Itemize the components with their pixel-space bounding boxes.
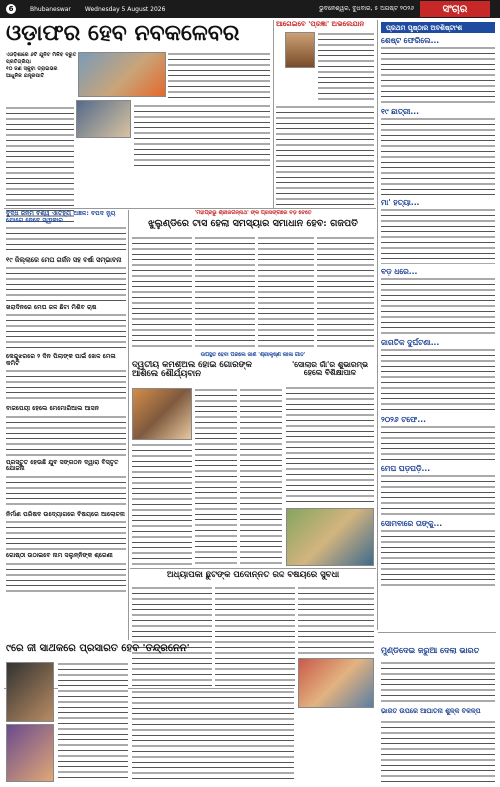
story-title: ବାଜପେୟୀ ହେଲେ ମେମୋରିଆଲ ଆସନ bbox=[6, 405, 99, 413]
solar-photo bbox=[286, 508, 374, 566]
date-label: Wednesday 5 August 2026 bbox=[84, 5, 166, 13]
center-text-2 bbox=[195, 236, 255, 348]
fb-tag-wrap bbox=[381, 635, 495, 645]
right-bottom-headline: ମୁଣ୍ଡିଦେଇ ଜରୁଆ ଦେଲା ଭାରତ bbox=[381, 647, 480, 655]
col2-text-1 bbox=[318, 32, 374, 102]
briefs-list bbox=[381, 36, 495, 630]
story-title: ଖରାଦିନରେ ମେଘ ଜଳ ଛିଟା ମିଶିବ ଚାଷ bbox=[6, 303, 97, 311]
brief-item: ୧୯ ଛାତ୍ରୀ... bbox=[381, 107, 419, 116]
bullet-2: ୧୦ ଜଣ ସ୍କୁବା ଡ୍ରାଇଭର bbox=[6, 66, 58, 72]
page-number: 6 bbox=[6, 4, 16, 14]
brief-item: ମା' ହତ୍ୟା... bbox=[381, 198, 420, 207]
quote-headline: ଆଗେଇବେ 'ପ୍ରଜ୍ଞା' ଅଭଲେଯାନ bbox=[276, 21, 365, 28]
film-photo-1 bbox=[6, 662, 54, 722]
film-headline: ୯ରେ ଜୀ ସାର୍ଥକରେ ପ୍ରସାରିତ ହେବ 'ତନ୍ଦ୍ରନେନ' bbox=[6, 644, 190, 654]
brief-box-title: ପ୍ରଥମ ପୃଷ୍ଠାର ଅବଶିଷ୍ଟାଂଶ bbox=[381, 22, 495, 33]
left-stories bbox=[6, 211, 126, 641]
col2-text-2 bbox=[276, 105, 374, 205]
bottom-text-3 bbox=[298, 586, 374, 656]
person-photo bbox=[285, 32, 315, 68]
rb-text-2 bbox=[381, 720, 495, 782]
center-text-3 bbox=[258, 236, 314, 348]
story2-text-2 bbox=[195, 388, 237, 565]
story-title: ଗୋଷ୍ଠୀ ଉଠାଇବେ ନାମ ସଲୁନ୍ନିଙ୍କ ଶ୍ରେଣୀ bbox=[6, 552, 113, 560]
center-headline: ଝୁଲୁଣ୍ଡିରେ ଟାସ ହେଲା ସମସ୍ୟାର ସମାଧାନ ହେବ: ଗଜପତି bbox=[148, 219, 358, 229]
kicker-2: ଉପସ୍ଥିତ ହେବା ପରିଲେ ଜାଣ 'ଶ୍ରୀକୃଷ୍ଣ ଲୀଳା ଗୀତ' bbox=[200, 352, 306, 358]
story2-text-1 bbox=[132, 443, 192, 565]
brief-item: ବଡ଼ ଧରେ... bbox=[381, 267, 418, 276]
brief-item: ସୋମବାରେ ତାଙ୍କୁ... bbox=[381, 519, 443, 528]
bullet-1: ଏଓଡ଼ିଶାରେ ୬ଟି ଯୁନିଟ ମିଳିବ ଦ୍ରୁତ ପ୍ରତିଗ୍ରିୟା bbox=[6, 52, 77, 65]
story-title: କେନ୍ଦୁଝରରେ ୨ ଦିନ ପିଲାଙ୍କ ପାଇଁ ଖେଳ ମେଳା କମିଟି bbox=[6, 353, 116, 367]
right-bottom-subhead: ଭାରତ ଉପରେ ଆଘାତନା ଶୁଳ୍କ ବିକଳ୍ପ bbox=[381, 708, 481, 715]
rb-text-1 bbox=[381, 661, 495, 705]
center-headline-2: ଦ୍ୱିତୀୟ କମର୍ଶିଅଲ ହୋଇ ଗୋରଙ୍କ ଆଶିଲେ ଶୌର୍ଯ୍ୟବାନ bbox=[132, 361, 252, 379]
film-text-1 bbox=[58, 662, 128, 782]
story-title: ୧୯ ଜିଲ୍ଲାରେ ମେଘ ଗର୍ଜନ ସହ ବର୍ଷା ସମ୍ଭାବନା bbox=[6, 256, 122, 264]
lead-bullets bbox=[6, 52, 78, 104]
bullet-3: ଆଧୁନିକ ଯନ୍ତ୍ରପାତି bbox=[6, 73, 45, 79]
story-title: ବୁଦ୍ଧ ଜନ୍ମ ବିଶ୍ୱ ଐତିହ୍ୟ ଅଞ୍ଚଳ: ବିପଦ ନ୍ୟୁ ଯୋଗେ ନେବେ ସ୍ୱୀକାର bbox=[6, 211, 116, 224]
masthead-logo: ସଂଚାର bbox=[420, 1, 490, 17]
lead-headline: ଓଡ଼ାଫର ହେବ ନବକଳେବର bbox=[6, 22, 240, 46]
bottom-text-2 bbox=[215, 586, 295, 686]
center-text-4 bbox=[317, 236, 374, 348]
group-photo bbox=[298, 658, 374, 708]
center-text-1 bbox=[132, 236, 192, 348]
bottom-text-1 bbox=[132, 586, 212, 686]
solar-text bbox=[286, 386, 374, 506]
film-text-2 bbox=[132, 690, 294, 782]
film-photo-2 bbox=[6, 724, 54, 782]
brief-item: ଜାଗତିକ ଦୁର୍ଘଟଣା... bbox=[381, 338, 440, 347]
bottom-headline: ଅଧ୍ୟାପିକା ଛୁଟିଙ୍କ ପଦୋନ୍ନତି ରଦ୍ଦ ବିଷୟରେ ସୁବିଧା bbox=[166, 571, 340, 580]
boat-photo bbox=[76, 100, 131, 138]
story-title: ନିର୍ମାଣ ପରିଷଦ ଉଦ୍ୟୋଗରେ ବିଷୟରେ ଆଲୋଚନା bbox=[6, 510, 125, 518]
local-date: ଭୁବନେଶ୍ୱର, ବୁଧବାର, ୫ ଅଗଷ୍ଟ ୨୦୨୬ bbox=[319, 5, 414, 12]
lead-text-3 bbox=[134, 104, 270, 168]
brief-item: ୨୦୨୬ ଟଫେ... bbox=[381, 415, 426, 424]
event-photo bbox=[132, 388, 192, 440]
story2-text-3 bbox=[240, 388, 282, 565]
lead-text-1 bbox=[168, 52, 270, 102]
brief-item: ମେଘ ଘଡ଼ଘଡ଼ି... bbox=[381, 464, 431, 473]
solar-title: 'ସୋଲାର ଗାଁ'ର ଶୁଭାରମ୍ଭ ହେଲେ ବିଶିକ୍ଷାପାଳ bbox=[291, 361, 369, 377]
center-kicker: 'ମହାପ୍ରଭୁ ଶ୍ରୀଜଗନ୍ନାଥ' ଙ୍କ ପ୍ରସଙ୍ଗରେ ବଡ଼ ଚେତେଁ bbox=[194, 210, 312, 216]
story-title: ପ୍ରସ୍ତୁତ ହେଉଛି ଯୁବ ସଙ୍ଗଠନ ଦ୍ୱାରା ବିସ୍ତୃତ ଯୋଜନା bbox=[6, 458, 119, 473]
city-label: Bhubaneswar bbox=[30, 5, 71, 13]
brief-item: ଶେଷ୍ଟ ଫେରିଲେ... bbox=[381, 36, 440, 45]
rescue-photo bbox=[78, 52, 166, 97]
